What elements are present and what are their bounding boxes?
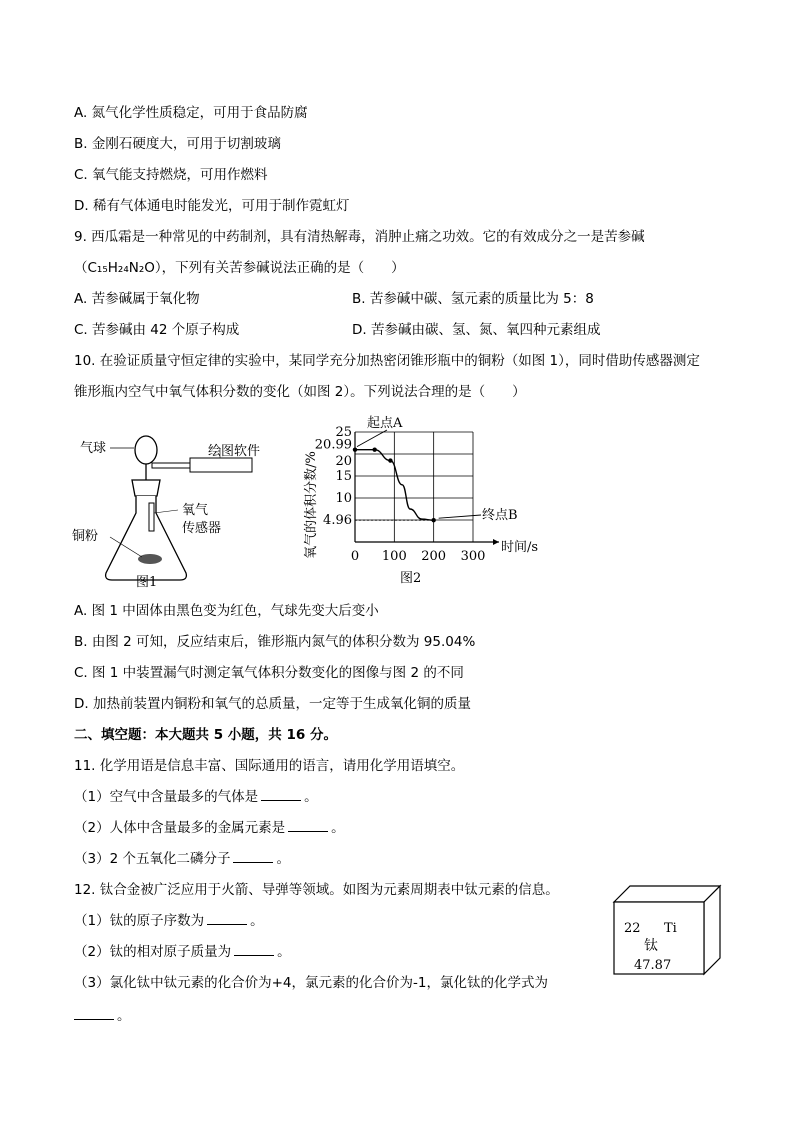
y-tick-label: 20 bbox=[335, 454, 352, 469]
q11-part-1: （1）空气中含量最多的气体是 。 bbox=[74, 789, 318, 805]
x-tick-label: 200 bbox=[421, 549, 447, 564]
answer-blank[interactable] bbox=[288, 819, 328, 832]
software-box bbox=[190, 458, 252, 472]
q11-stem: 11. 化学用语是信息丰富、国际通用的语言，请用化学用语填空。 bbox=[74, 758, 465, 774]
data-point bbox=[372, 447, 376, 451]
q9-formula-line: （C₁₅H₂₄N₂O），下列有关苦参碱说法正确的是（ ） bbox=[74, 260, 405, 276]
end-point bbox=[431, 518, 435, 522]
y-tick-label: 15 bbox=[335, 469, 352, 484]
sensor-label-1: 氧气 bbox=[182, 503, 209, 518]
copper-label: 铜粉 bbox=[72, 529, 99, 544]
x-tick-label: 100 bbox=[381, 549, 407, 564]
start-point bbox=[353, 447, 357, 451]
q8-option-a: A. 氮气化学性质稳定，可用于食品防腐 bbox=[74, 105, 308, 121]
q12-part-2: （2）钛的相对原子质量为 。 bbox=[74, 944, 291, 960]
q10-option-b: B. 由图 2 可知，反应结束后，锥形瓶内氮气的体积分数为 95.04% bbox=[74, 634, 476, 650]
y-tick-label: 4.96 bbox=[323, 513, 352, 529]
x-tick-label: 300 bbox=[460, 549, 486, 564]
end-arrow bbox=[439, 515, 481, 518]
q11-part-2: （2）人体中含量最多的金属元素是 。 bbox=[74, 820, 345, 836]
x-axis-arrow bbox=[493, 539, 499, 545]
element-symbol: Ti bbox=[664, 921, 677, 936]
software-label: 绘图软件 bbox=[208, 444, 261, 459]
start-arrow bbox=[357, 430, 387, 447]
answer-blank[interactable] bbox=[207, 912, 247, 925]
answer-blank[interactable] bbox=[261, 788, 301, 801]
balloon-label: 气球 bbox=[80, 441, 107, 456]
answer-blank[interactable] bbox=[233, 850, 273, 863]
q12-stem: 12. 钛合金被广泛应用于火箭、导弹等领域。如图为元素周期表中钛元素的信息。 bbox=[74, 882, 559, 898]
figure-1-apparatus bbox=[70, 418, 280, 593]
y-tick-label: 10 bbox=[335, 491, 352, 506]
q10-stem-line1: 10. 在验证质量守恒定律的实验中，某同学充分加热密闭锥形瓶中的铜粉（如图 1），同时借助传感器测定 bbox=[74, 353, 700, 369]
q9-option-d: D. 苦参碱由碳、氢、氮、氧四种元素组成 bbox=[352, 322, 601, 338]
sensor-label-2: 传感器 bbox=[182, 521, 222, 536]
figure-2-chart bbox=[295, 410, 555, 590]
x-axis-label: 时间/s bbox=[501, 540, 539, 555]
q12-part-3-answer: 。 bbox=[74, 1006, 131, 1026]
y-tick-label: 20.99 bbox=[314, 437, 352, 453]
x-tick-label: 0 bbox=[350, 549, 360, 564]
figure-1-caption: 图1 bbox=[136, 575, 158, 590]
q9-option-c: C. 苦参碱由 42 个原子构成 bbox=[74, 322, 240, 338]
q12-part-3: （3）氯化钛中钛元素的化合价为+4，氯元素的化合价为-1，氯化钛的化学式为 bbox=[74, 975, 548, 991]
conical-flask bbox=[106, 496, 187, 580]
q8-option-c: C. 氧气能支持燃烧，可用作燃料 bbox=[74, 167, 268, 183]
q10-stem-line2: 锥形瓶内空气中氧气体积分数的变化（如图 2）。下列说法合理的是（ ） bbox=[74, 384, 526, 400]
start-point-label: 起点A bbox=[367, 416, 403, 431]
answer-blank[interactable] bbox=[234, 943, 274, 956]
q10-option-d: D. 加热前装置内铜粉和氧气的总质量，一定等于生成氧化铜的质量 bbox=[74, 696, 471, 712]
titanium-element-card bbox=[612, 884, 724, 978]
y-axis-label: 氧气的体积分数/% bbox=[304, 451, 319, 559]
data-point bbox=[388, 458, 392, 462]
atomic-number: 22 bbox=[624, 921, 641, 936]
q11-part-3: （3）2 个五氧化二磷分子 。 bbox=[74, 851, 290, 867]
q9-option-b: B. 苦参碱中碳、氢元素的质量比为 5：8 bbox=[352, 291, 594, 307]
q8-option-d: D. 稀有气体通电时能发光，可用于制作霓虹灯 bbox=[74, 198, 350, 214]
answer-blank[interactable] bbox=[74, 1007, 114, 1020]
atomic-mass: 47.87 bbox=[634, 958, 672, 973]
figure-2-caption: 图2 bbox=[400, 571, 422, 586]
q9-option-a: A. 苦参碱属于氧化物 bbox=[74, 291, 200, 307]
q9-stem: 9. 西瓜霜是一种常见的中药制剂，具有清热解毒，消肿止痛之功效。它的有效成分之一是苦参碱 bbox=[74, 229, 645, 245]
q12-part-1: （1）钛的原子序数为 。 bbox=[74, 913, 264, 929]
copper-powder bbox=[138, 554, 162, 564]
q10-option-a: A. 图 1 中固体由黑色变为红色，气球先变大后变小 bbox=[74, 603, 379, 619]
end-point-label: 终点B bbox=[482, 508, 518, 523]
section-2-heading: 二、填空题：本大题共 5 小题，共 16 分。 bbox=[74, 727, 337, 743]
q8-option-b: B. 金刚石硬度大，可用于切割玻璃 bbox=[74, 136, 281, 152]
balloon bbox=[135, 436, 157, 464]
element-name: 钛 bbox=[644, 938, 658, 954]
chart-ticks bbox=[315, 425, 486, 564]
y-tick-label: 25 bbox=[335, 425, 352, 440]
q10-option-c: C. 图 1 中装置漏气时测定氧气体积分数变化的图像与图 2 的不同 bbox=[74, 665, 464, 681]
